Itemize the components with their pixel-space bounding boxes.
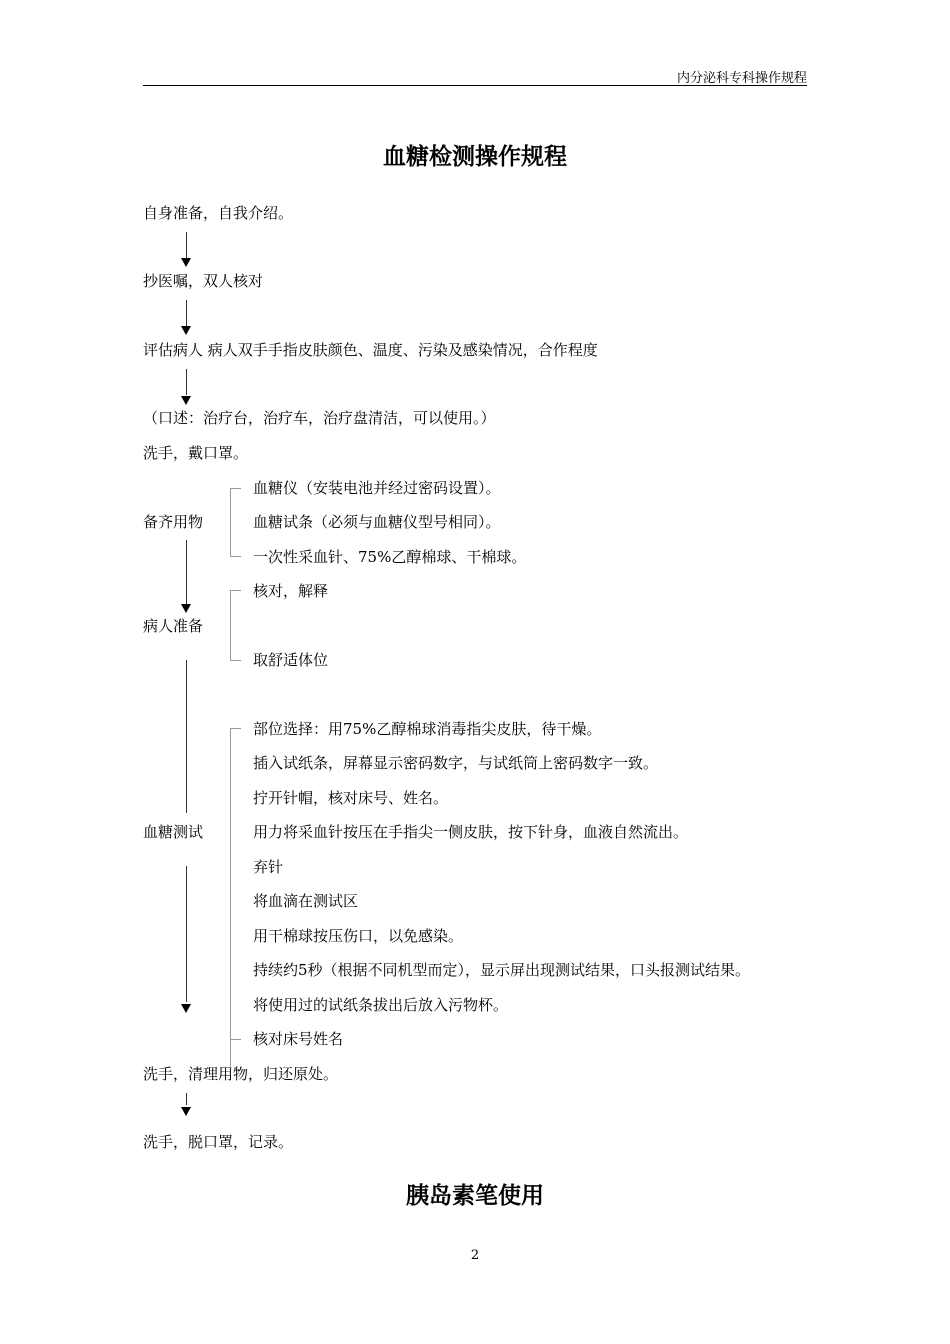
test-step: 将使用过的试纸条拔出后放入污物杯。	[253, 996, 509, 1014]
test-step: 用干棉球按压伤口，以免感染。	[253, 927, 464, 945]
supply-item: 血糖试条（必须与血糖仪型号相同）。	[253, 513, 501, 531]
step-prepare-supplies: 备齐用物	[143, 513, 204, 531]
test-step: 持续约5秒（根据不同机型而定），显示屏出现测试结果，口头报测试结果。	[253, 961, 751, 979]
step-glucose-test: 血糖测试	[143, 823, 204, 841]
connector-line	[186, 1093, 187, 1105]
patient-prep-item: 取舒适体位	[253, 651, 329, 669]
supply-item: 血糖仪（安装电池并经过密码设置）。	[253, 479, 501, 497]
test-step: 用力将采血针按压在手指尖一侧皮肤，按下针身，血液自然流出。	[253, 823, 689, 841]
arrow-down-icon	[181, 326, 191, 335]
connector-line	[186, 540, 187, 604]
connector-line	[186, 369, 187, 395]
bracket-supplies	[230, 488, 231, 556]
connector-line	[186, 232, 187, 258]
test-step: 拧开针帽，核对床号、姓名。	[253, 789, 449, 807]
step-record: 洗手，脱口罩，记录。	[143, 1133, 294, 1151]
connector-line	[186, 300, 187, 326]
bracket-tick	[230, 660, 241, 661]
test-step: 弃针	[253, 858, 284, 876]
connector-line	[186, 866, 187, 1002]
step-oral-statement: （口述：治疗台，治疗车，治疗盘清洁，可以使用。）	[143, 409, 496, 427]
step-copy-orders: 抄医嘱，双人核对	[143, 272, 264, 290]
patient-prep-item: 核对，解释	[253, 582, 329, 600]
test-step: 部位选择：用75%乙醇棉球消毒指尖皮肤，待干燥。	[253, 720, 602, 738]
arrow-down-icon	[181, 396, 191, 405]
test-step: 核对床号姓名	[253, 1030, 344, 1048]
bracket-tick	[230, 728, 241, 729]
bracket-glucose-test	[230, 728, 231, 1068]
bracket-patient-prep	[230, 590, 231, 660]
test-step: 将血滴在测试区	[253, 892, 359, 910]
bracket-tick	[230, 1039, 241, 1040]
bracket-tick	[230, 590, 241, 591]
step-patient-prep: 病人准备	[143, 617, 204, 635]
step-assess-patient: 评估病人 病人双手手指皮肤颜色、温度、污染及感染情况，合作程度	[143, 341, 598, 359]
step-wash-mask: 洗手，戴口罩。	[143, 444, 249, 462]
bracket-tick	[230, 556, 241, 557]
bracket-tick	[230, 488, 241, 489]
step-cleanup: 洗手，清理用物，归还原处。	[143, 1065, 339, 1083]
arrow-down-icon	[181, 258, 191, 267]
running-header: 内分泌科专科操作规程	[676, 71, 807, 86]
arrow-down-icon	[181, 1107, 191, 1116]
header-rule	[143, 85, 807, 86]
page-title: 血糖检测操作规程	[383, 144, 567, 170]
connector-line	[186, 660, 187, 813]
arrow-down-icon	[181, 604, 191, 613]
supply-item: 一次性采血针、75%乙醇棉球、干棉球。	[253, 548, 527, 566]
test-step: 插入试纸条，屏幕显示密码数字，与试纸筒上密码数字一致。	[253, 754, 659, 772]
arrow-down-icon	[181, 1004, 191, 1013]
page-number: 2	[470, 1248, 480, 1263]
step-self-prep: 自身准备，自我介绍。	[143, 204, 294, 222]
section-title-insulin-pen: 胰岛素笔使用	[406, 1183, 544, 1209]
